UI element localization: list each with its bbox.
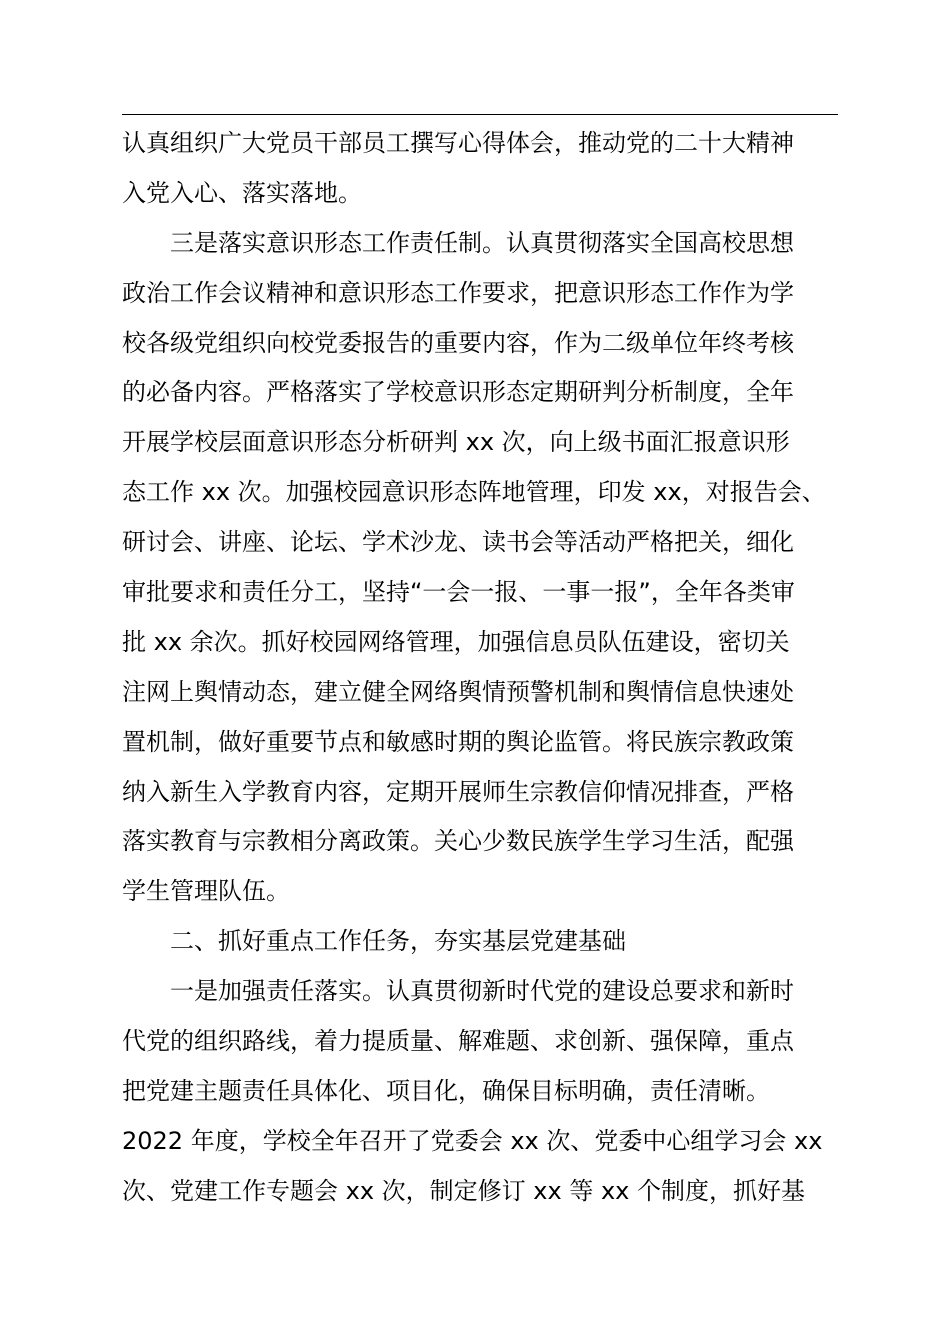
text-line: 态工作 xx 次。加强校园意识形态阵地管理，印发 xx，对报告会、 xyxy=(122,478,826,507)
text-line: 的必备内容。严格落实了学校意识形态定期研判分析制度，全年 xyxy=(122,378,794,407)
text-line: 次、党建工作专题会 xx 次，制定修订 xx 等 xx 个制度，抓好基 xyxy=(122,1176,805,1205)
text-line: 一是加强责任落实。认真贯彻新时代党的建设总要求和新时 xyxy=(170,977,794,1006)
text-line: 三是落实意识形态工作责任制。认真贯彻落实全国高校思想 xyxy=(170,228,794,257)
document-body xyxy=(122,119,838,1217)
header-rule xyxy=(122,114,838,115)
text-line: 认真组织广大党员干部员工撰写心得体会，推动党的二十大精神 xyxy=(122,129,794,157)
text-line: 开展学校层面意识形态分析研判 xx 次，向上级书面汇报意识形 xyxy=(122,428,790,457)
text-line: 校各级党组织向校党委报告的重要内容，作为二级单位年终考核 xyxy=(122,328,794,357)
text-line: 二、抓好重点工作任务，夯实基层党建基础 xyxy=(170,927,626,956)
text-line: 审批要求和责任分工，坚持“一会一报、一事一报”，全年各类审 xyxy=(122,578,795,607)
text-line: 2022 年度，学校全年召开了党委会 xx 次、党委中心组学习会 xx xyxy=(122,1126,823,1155)
text-line: 研讨会、讲座、论坛、学术沙龙、读书会等活动严格把关，细化 xyxy=(122,528,794,557)
text-line: 把党建主题责任具体化、项目化，确保目标明确，责任清晰。 xyxy=(122,1076,770,1105)
text-line: 政治工作会议精神和意识形态工作要求，把意识形态工作作为学 xyxy=(122,278,794,307)
text-line: 纳入新生入学教育内容，定期开展师生宗教信仰情况排查，严格 xyxy=(122,777,794,806)
text-line: 落实教育与宗教相分离政策。关心少数民族学生学习生活，配强 xyxy=(122,827,794,856)
text-line: 置机制，做好重要节点和敏感时期的舆论监管。将民族宗教政策 xyxy=(122,727,794,756)
text-line: 入党入心、落实落地。 xyxy=(122,178,362,207)
text-line: 代党的组织路线，着力提质量、解难题、求创新、强保障，重点 xyxy=(122,1027,794,1056)
text-line: 学生管理队伍。 xyxy=(122,877,290,906)
text-line: 注网上舆情动态，建立健全网络舆情预警机制和舆情信息快速处 xyxy=(122,677,794,706)
text-line: 批 xx 余次。抓好校园网络管理，加强信息员队伍建设，密切关 xyxy=(122,627,790,656)
